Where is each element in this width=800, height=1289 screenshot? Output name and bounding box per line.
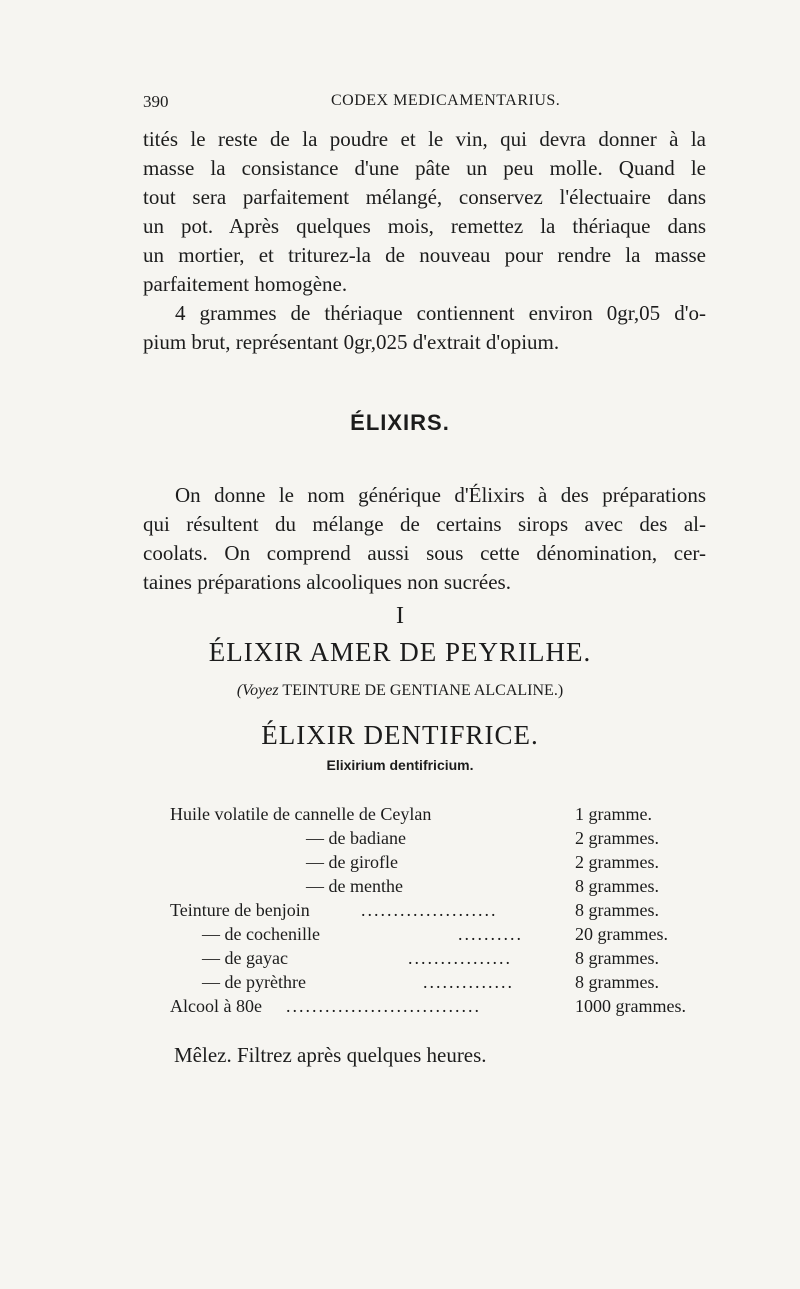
ingredient-quantity: 1 gramme.	[575, 804, 652, 824]
text-line: tout sera parfaitement mélangé, conservez l'électuaire dans	[143, 185, 706, 209]
text-line: parfaitement homogène.	[143, 272, 348, 296]
text-line: tités le reste de la poudre et le vin, qui devra donner à la	[143, 127, 706, 151]
ingredient-name: — de girofle	[306, 852, 398, 872]
ingredient-row	[170, 972, 690, 996]
text-line: 4 grammes de thériaque contiennent environ 0gr,05 d'o-	[175, 301, 706, 325]
elixir-dentifrice-title: ÉLIXIR DENTIFRICE.	[261, 720, 539, 750]
ingredient-list	[170, 804, 690, 1020]
leader-dots: .....................	[361, 900, 498, 920]
ingredient-row	[170, 996, 690, 1020]
text-line: taines préparations alcooliques non sucrées.	[143, 570, 511, 594]
ingredient-name: — de pyrèthre	[202, 972, 306, 992]
ingredient-quantity: 20 grammes.	[575, 924, 668, 944]
cross-reference	[0, 682, 800, 700]
text-line: un pot. Après quelques mois, remettez la thériaque dans	[143, 214, 706, 238]
ingredient-name: Alcool à 80e	[170, 996, 262, 1016]
ingredient-name: — de badiane	[306, 828, 406, 848]
ingredient-quantity: 8 grammes.	[575, 876, 659, 896]
text-line: qui résultent du mélange de certains sirops avec des al-	[143, 512, 706, 536]
reference-prefix: (Voyez	[236, 682, 279, 699]
leader-dots: ..............	[423, 972, 514, 992]
ingredient-row	[170, 924, 690, 948]
elixir-amer-title: ÉLIXIR AMER DE PEYRILHE.	[208, 637, 592, 667]
text-line: masse la consistance d'une pâte un peu molle. Quand le	[143, 156, 706, 180]
running-head: CODEX MEDICAMENTARIUS.	[331, 92, 561, 109]
ingredient-quantity: 8 grammes.	[575, 972, 659, 992]
ingredient-row	[170, 852, 690, 876]
ingredient-row	[170, 900, 690, 924]
paragraph-elixirs-definition	[143, 481, 706, 597]
paragraph-therique-preparation	[143, 125, 706, 299]
ingredient-quantity: 2 grammes.	[575, 828, 659, 848]
page-header	[143, 92, 708, 116]
ingredient-row	[170, 876, 690, 900]
roman-numeral: I	[396, 603, 404, 629]
reference-text: TEINTURE DE GENTIANE ALCALINE.)	[282, 682, 564, 699]
leader-dots: ..............................	[286, 996, 481, 1016]
latin-name: Elixirium dentifricium.	[326, 757, 474, 773]
ingredient-name: — de gayac	[202, 948, 288, 968]
text-line: un mortier, et triturez-la de nouveau pour rendre la masse	[143, 243, 706, 267]
ingredient-name: — de cochenille	[202, 924, 320, 944]
instruction-text: Mêlez. Filtrez après quelques heures.	[174, 1043, 487, 1067]
ingredient-row	[170, 948, 690, 972]
ingredient-quantity: 8 grammes.	[575, 900, 659, 920]
ingredient-row	[170, 804, 690, 828]
leader-dots: ..........	[458, 924, 523, 944]
text-line: On donne le nom générique d'Élixirs à des préparations	[175, 483, 706, 507]
section-title: ÉLIXIRS.	[350, 410, 450, 435]
leader-dots: ................	[408, 948, 512, 968]
ingredient-quantity: 2 grammes.	[575, 852, 659, 872]
ingredient-name: Teinture de benjoin	[170, 900, 310, 920]
ingredient-name: Huile volatile de cannelle de Ceylan	[170, 804, 432, 824]
text-line: coolats. On comprend aussi sous cette dénomination, cer-	[143, 541, 706, 565]
paragraph-opium-content	[143, 299, 706, 357]
ingredient-name: — de menthe	[306, 876, 403, 896]
ingredient-quantity: 8 grammes.	[575, 948, 659, 968]
page-number: 390	[143, 92, 169, 111]
ingredient-row	[170, 828, 690, 852]
ingredient-quantity: 1000 grammes.	[575, 996, 686, 1016]
text-line: pium brut, représentant 0gr,025 d'extrait d'opium.	[143, 330, 560, 354]
